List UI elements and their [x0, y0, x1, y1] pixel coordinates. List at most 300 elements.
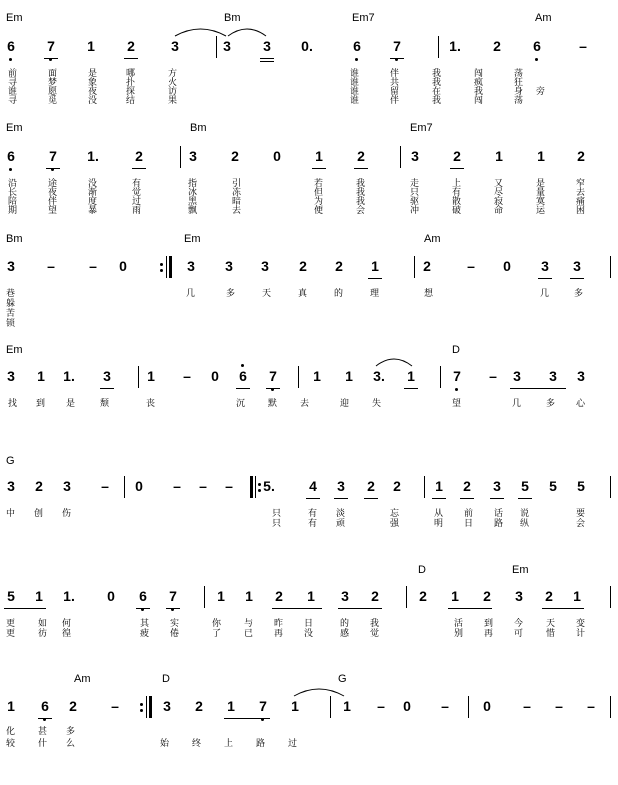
lyric-char: 散 [452, 197, 462, 207]
lyric-char: 命 [494, 206, 504, 216]
note: – [467, 258, 475, 274]
note: 1 [573, 588, 581, 604]
lyric-char: 巷 [6, 289, 16, 299]
lyric-char: 有 [452, 188, 462, 198]
lyric-char: 我 [432, 96, 442, 106]
note: 7 [169, 588, 177, 604]
lyric-char: 夜 [88, 87, 98, 97]
note: 7 [259, 698, 267, 714]
barline [124, 476, 125, 498]
note: 1 [435, 478, 443, 494]
note: 2 [69, 698, 77, 714]
lyric-char: 其 [140, 619, 150, 629]
lyric-char: 引 [232, 179, 242, 189]
lyric-char: 上 [452, 179, 462, 189]
lyric-char: 暴 [88, 206, 98, 216]
underline-beam [132, 168, 146, 169]
underline-beam [44, 58, 58, 59]
lyric-char: 创 [34, 509, 44, 519]
note: 1 [291, 698, 299, 714]
lyric-char: 走 [410, 179, 420, 189]
note: 3 [541, 258, 549, 274]
lyric-char: 为 [314, 197, 324, 207]
barline [298, 366, 299, 388]
lyric-char: 路 [494, 519, 504, 529]
lyric-char: 再 [484, 629, 494, 639]
note: 1 [451, 588, 459, 604]
note: 1 [307, 588, 315, 604]
note: 2 [127, 38, 135, 54]
chord-label: Am [424, 233, 441, 245]
note: 0 [135, 478, 143, 494]
lyric-char: 多 [226, 289, 236, 299]
barline [468, 696, 469, 718]
barline [440, 366, 441, 388]
note: 1 [371, 258, 379, 274]
note: 0 [403, 698, 411, 714]
barline [204, 586, 205, 608]
lyric-char: 到 [36, 399, 46, 409]
underline-beam [432, 498, 446, 499]
underline-beam [460, 498, 474, 499]
lyric-char: 度 [88, 197, 98, 207]
chord-label: G [6, 455, 15, 467]
underline-beam [38, 718, 52, 719]
note: 0 [119, 258, 127, 274]
lyric-char: 多 [546, 399, 556, 409]
note: 1 [313, 368, 321, 384]
note: 3 [411, 148, 419, 164]
lyric-char: 飘 [188, 206, 198, 216]
underline-beam [490, 498, 504, 499]
lyric-char: 化 [6, 727, 16, 737]
lyric-char: 什 [38, 739, 48, 749]
underline-beam [354, 168, 368, 169]
lyric-char: 雨 [132, 206, 142, 216]
octave-dot-above [241, 364, 244, 367]
lyric-char: 是 [88, 69, 98, 79]
lyric-char: 日 [464, 519, 474, 529]
note: 2 [453, 148, 461, 164]
lyric-char: 伴 [390, 96, 400, 106]
lyric-char: 夜 [48, 188, 58, 198]
lyric-char: 火 [168, 78, 178, 88]
lyric-char: 疯 [474, 78, 484, 88]
lyric-char: 淡 [336, 509, 346, 519]
note: 6 [41, 698, 49, 714]
lyric-char: 了 [212, 629, 222, 639]
tie-arc [175, 29, 226, 36]
lyric-char: 途 [48, 179, 58, 189]
note: 5 [577, 478, 585, 494]
lyric-char: 活 [454, 619, 464, 629]
note: 2 [231, 148, 239, 164]
underline-beam [272, 608, 322, 609]
lyric-char: 觉 [132, 188, 142, 198]
lyric-char: 陪 [8, 197, 18, 207]
barline [216, 36, 217, 58]
lyric-char: 驱 [410, 197, 420, 207]
lyric-char: 苦 [6, 309, 16, 319]
lyric-char: 只 [272, 509, 282, 519]
chord-label: Em [512, 564, 529, 576]
lyric-char: 变 [576, 619, 586, 629]
note: – [173, 478, 181, 494]
lyric-char: 去 [300, 399, 310, 409]
lyric-char: 已 [244, 629, 254, 639]
note: 3 [103, 368, 111, 384]
underline-beam [364, 498, 378, 499]
lyric-char: 话 [494, 509, 504, 519]
note: – [587, 698, 595, 714]
lyric-char: 伴 [48, 197, 58, 207]
lyric-char: 只 [272, 519, 282, 529]
chord-label: Em [6, 12, 23, 24]
octave-dot-below [455, 388, 458, 391]
lyric-char: 谁 [350, 78, 360, 88]
lyric-char: 与 [244, 619, 254, 629]
underline-beam [224, 718, 270, 719]
barline [414, 256, 415, 278]
barline [438, 36, 439, 58]
lyric-char: 多 [66, 727, 76, 737]
lyric-char: 没 [304, 629, 314, 639]
underline-beam [260, 58, 274, 59]
note: – [183, 368, 191, 384]
chord-label: Bm [6, 233, 23, 245]
note: 0 [211, 368, 219, 384]
lyric-char: 探 [126, 87, 136, 97]
octave-dot-below [355, 58, 358, 61]
barline [166, 256, 167, 278]
lyric-char: 今 [514, 619, 524, 629]
lyric-char: 长 [8, 188, 18, 198]
note: 7 [269, 368, 277, 384]
lyric-char: 么 [66, 739, 76, 749]
note: 5 [7, 588, 15, 604]
note: – [579, 38, 587, 54]
note: – [441, 698, 449, 714]
lyric-char: 几 [186, 289, 196, 299]
lyric-char: 量 [536, 188, 546, 198]
lyric-char: 困 [576, 206, 586, 216]
note: 1. [87, 148, 99, 164]
lyric-char: 你 [212, 619, 222, 629]
lyric-char: 冰 [188, 188, 198, 198]
lyric-char: 有 [132, 179, 142, 189]
note: 2 [463, 478, 471, 494]
lyric-char: 找 [8, 399, 18, 409]
lyric-char: 只 [410, 188, 420, 198]
note: 2 [419, 588, 427, 604]
note: 0 [503, 258, 511, 274]
lyric-char: 闯 [474, 69, 484, 79]
repeat-dot [160, 263, 163, 266]
barline [406, 586, 407, 608]
note: – [523, 698, 531, 714]
barline [330, 696, 331, 718]
underline-beam [312, 168, 326, 169]
note: 0 [107, 588, 115, 604]
lyric-char: 有 [308, 519, 318, 529]
lyric-char: 扑 [126, 78, 136, 88]
lyric-char: 徨 [62, 629, 72, 639]
note: 5 [549, 478, 557, 494]
note: 1 [345, 368, 353, 384]
underline-beam [542, 608, 584, 609]
lyric-char: 谁 [8, 87, 18, 97]
lyric-char: 运 [536, 206, 546, 216]
note: – [101, 478, 109, 494]
lyric-char: 我 [356, 197, 366, 207]
lyric-char: 较 [6, 739, 16, 749]
note: 3 [493, 478, 501, 494]
note: 3 [63, 478, 71, 494]
note: 6 [533, 38, 541, 54]
repeat-dot [140, 709, 143, 712]
chord-label: Am [74, 673, 91, 685]
repeat-dot [140, 703, 143, 706]
barline [610, 586, 611, 608]
lyric-char: 寞 [536, 197, 546, 207]
lyric-char: 去 [232, 206, 242, 216]
barline-thick [149, 696, 152, 718]
barline [610, 256, 611, 278]
note: 1 [245, 588, 253, 604]
lyric-char: 共 [390, 78, 400, 88]
underline-beam [518, 498, 532, 499]
lyric-char: 可 [514, 629, 524, 639]
tie-arc [228, 29, 266, 36]
note: 3 [577, 368, 585, 384]
lyric-char: 果 [168, 96, 178, 106]
chord-label: D [452, 344, 460, 356]
lyric-char: 荡 [514, 96, 524, 106]
note: 2 [367, 478, 375, 494]
note: 3 [341, 588, 349, 604]
lyric-char: 寻 [8, 96, 18, 106]
underline-beam [166, 608, 180, 609]
lyric-char: 沉 [236, 399, 246, 409]
lyric-char: 去 [576, 188, 586, 198]
lyric-char: 谁 [350, 69, 360, 79]
lyric-char: 要 [576, 509, 586, 519]
barline-thick [169, 256, 172, 278]
note: 1 [35, 588, 43, 604]
note: 2 [335, 258, 343, 274]
lyric-char: 方 [168, 69, 178, 79]
lyric-char: 的 [340, 619, 350, 629]
note: 0 [273, 148, 281, 164]
underline-beam [450, 168, 464, 169]
lyric-char: 哪 [126, 69, 136, 79]
note: 7 [393, 38, 401, 54]
lyric-char: 说 [520, 509, 530, 519]
note: 1. [449, 38, 461, 54]
chord-label: Em [184, 233, 201, 245]
lyric-char: 想 [424, 289, 434, 299]
note: 3 [573, 258, 581, 274]
lyric-char: 荡 [514, 69, 524, 79]
note: – [89, 258, 97, 274]
lyric-char: 过 [132, 197, 142, 207]
note: 3 [223, 38, 231, 54]
lyric-char: 没 [88, 96, 98, 106]
lyric-char: 上 [224, 739, 234, 749]
lyric-char: 我 [370, 619, 380, 629]
note: 2 [135, 148, 143, 164]
note: 1 [87, 38, 95, 54]
lyric-char: 狂 [514, 78, 524, 88]
chord-label: D [162, 673, 170, 685]
note: 3 [549, 368, 557, 384]
lyric-char: 到 [484, 619, 494, 629]
lyric-char: 疲 [140, 629, 150, 639]
lyric-char: 破 [452, 206, 462, 216]
lyric-char: 我 [356, 179, 366, 189]
lyric-char: 寂 [494, 197, 504, 207]
note: 3 [7, 258, 15, 274]
lyric-char: 忘 [390, 509, 400, 519]
note: 2 [577, 148, 585, 164]
lyric-char: 失 [372, 399, 382, 409]
lyric-char: 旁 [536, 87, 546, 97]
lyric-char: 如 [38, 619, 48, 629]
note: 6 [239, 368, 247, 384]
note: 7 [49, 148, 57, 164]
note: 1 [537, 148, 545, 164]
lyric-char: 我 [432, 69, 442, 79]
lyric-char: 冲 [410, 206, 420, 216]
underline-beam [306, 498, 320, 499]
chord-label: Em7 [410, 122, 433, 134]
lyric-char: 顽 [336, 519, 346, 529]
barline [255, 476, 256, 498]
underline-beam [510, 388, 566, 389]
lyric-char: 多 [574, 289, 584, 299]
lyric-char: 计 [576, 629, 586, 639]
lyric-char: 甚 [38, 727, 48, 737]
note: 2 [423, 258, 431, 274]
note: 3 [225, 258, 233, 274]
note: – [555, 698, 563, 714]
note: 2 [299, 258, 307, 274]
repeat-dot [160, 269, 163, 272]
lyric-char: 谁 [350, 96, 360, 106]
note: 3 [263, 38, 271, 54]
barline [180, 146, 181, 168]
lyric-char: 惜 [546, 629, 556, 639]
note: 3 [171, 38, 179, 54]
note: 2 [371, 588, 379, 604]
lyric-char: 觅 [48, 96, 58, 106]
note: 7 [47, 38, 55, 54]
underline-beam [448, 608, 492, 609]
note: 0. [301, 38, 313, 54]
chord-label: Am [535, 12, 552, 24]
lyric-char: 理 [370, 289, 380, 299]
lyric-char: 尽 [494, 188, 504, 198]
note: 6 [139, 588, 147, 604]
lyric-char: 我 [474, 87, 484, 97]
barline [400, 146, 401, 168]
lyric-char: 彷 [38, 629, 48, 639]
underline-beam [136, 608, 150, 609]
note: – [199, 478, 207, 494]
lyric-char: 痛 [576, 197, 586, 207]
underline-beam [338, 608, 382, 609]
underline-beam [404, 388, 418, 389]
note: 2 [493, 38, 501, 54]
lyric-char: 心 [576, 399, 586, 409]
lyric-char: 是 [536, 179, 546, 189]
lyric-char: 留 [390, 87, 400, 97]
note: 3 [7, 478, 15, 494]
lyric-char: 迎 [340, 399, 350, 409]
barline [146, 696, 147, 718]
repeat-dot [258, 489, 261, 492]
lyric-char: 何 [62, 619, 72, 629]
lyric-char: 暗 [232, 197, 242, 207]
lyric-char: 冻 [232, 188, 242, 198]
note: 6 [353, 38, 361, 54]
note: 3 [337, 478, 345, 494]
lyric-char: 身 [514, 87, 524, 97]
lyric-char: 面 [48, 69, 58, 79]
lyric-char: 前 [464, 509, 474, 519]
lyric-char: 黑 [188, 197, 198, 207]
tie-arc [376, 359, 412, 366]
lyric-char: 丧 [146, 399, 156, 409]
lyric-char: 锁 [6, 319, 16, 329]
octave-dot-below [9, 58, 12, 61]
note: – [111, 698, 119, 714]
lyric-char: 颓 [100, 399, 110, 409]
lyric-char: 我 [356, 188, 366, 198]
lyric-char: 伴 [390, 69, 400, 79]
octave-dot-below [535, 58, 538, 61]
note: 3 [515, 588, 523, 604]
lyric-char: 望 [48, 206, 58, 216]
note: 4 [309, 478, 317, 494]
lyric-char: 始 [160, 739, 170, 749]
note: 1 [343, 698, 351, 714]
lyric-char: 中 [6, 509, 16, 519]
note: – [225, 478, 233, 494]
lyric-char: 但 [314, 188, 324, 198]
note: 3 [513, 368, 521, 384]
barline [138, 366, 139, 388]
note: 3. [373, 368, 385, 384]
lyric-char: 再 [274, 629, 284, 639]
note: 1 [147, 368, 155, 384]
barline [610, 696, 611, 718]
lyric-char: 真 [298, 289, 308, 299]
note: 1 [227, 698, 235, 714]
lyric-char: 别 [454, 629, 464, 639]
lyric-char: 渐 [88, 188, 98, 198]
note: 1 [495, 148, 503, 164]
barline-thick [250, 476, 253, 498]
note: 1 [7, 698, 15, 714]
lyric-char: 望 [452, 399, 462, 409]
underline-beam [124, 58, 138, 59]
underline-beam [260, 61, 274, 62]
note: – [489, 368, 497, 384]
lyric-char: 会 [356, 206, 366, 216]
lyric-char: 结 [126, 96, 136, 106]
lyric-char: 访 [168, 87, 178, 97]
